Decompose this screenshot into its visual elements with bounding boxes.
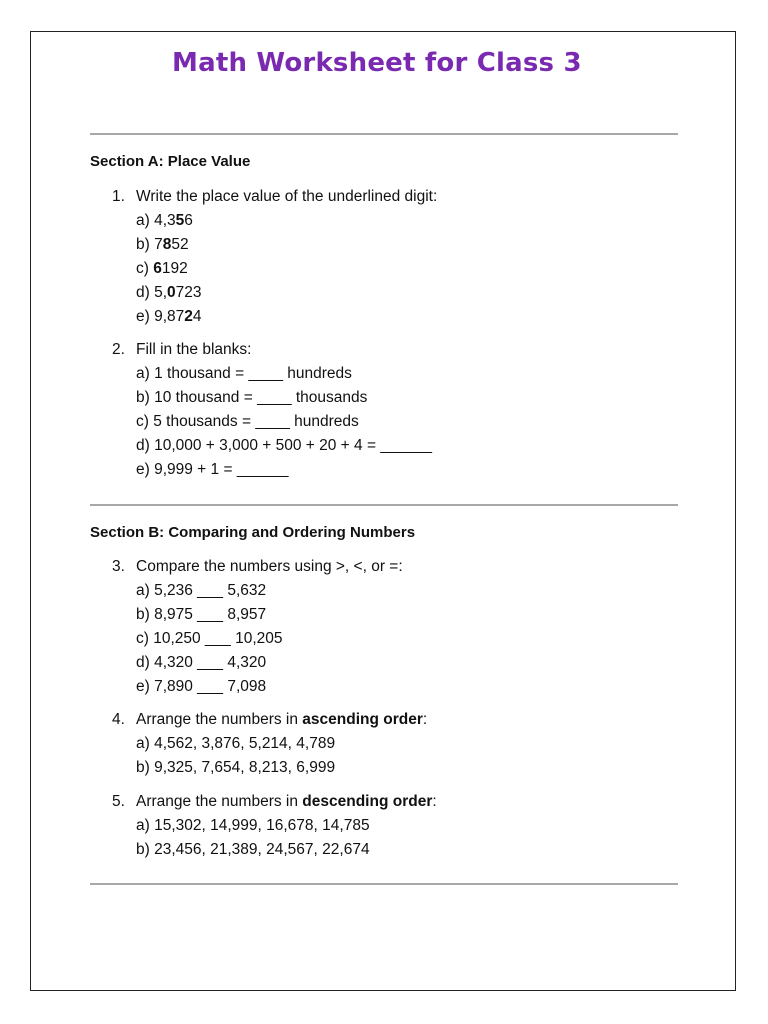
list-item: b) 10 thousand = ____ thousands [136,389,368,406]
list-item: d) 10,000 + 3,000 + 500 + 20 + 4 = ______ [136,437,433,454]
list-item: c) 5 thousands = ____ hundreds [136,413,359,430]
answer-items [136,579,403,699]
answer-items [136,362,432,482]
question-number: 1. [112,188,125,205]
section-heading: Section A: Place Value [90,153,251,170]
list-item: d) 4,320 ___ 4,320 [136,654,267,671]
question-number: 2. [112,341,125,358]
question-3 [112,555,403,699]
answer-items [136,732,427,780]
section-heading: Section B: Comparing and Ordering Numbers [90,524,416,541]
question-line [112,185,437,209]
question-text: Arrange the numbers in ascending order: [136,711,428,728]
question-4 [112,708,427,780]
question-number: 5. [112,793,125,810]
question-line [112,790,437,814]
list-item: b) 8,975 ___ 8,957 [136,606,267,623]
question-line [112,338,432,362]
question-2 [112,338,432,482]
answer-items [136,814,437,862]
question-text: Write the place value of the underlined digit: [136,188,438,205]
question-line [112,708,427,732]
list-item: c) 10,250 ___ 10,205 [136,630,283,647]
answer-items [136,209,437,329]
question-1 [112,185,437,329]
question-text: Fill in the blanks: [136,341,252,358]
question-number: 4. [112,711,125,728]
question-number: 3. [112,558,125,575]
divider [90,504,678,506]
question-text: Arrange the numbers in descending order: [136,793,437,810]
list-item: e) 9,999 + 1 = ______ [136,461,289,478]
list-item: a) 4,356 [136,212,193,229]
divider [90,133,678,135]
worksheet-title: Math Worksheet for Class 3 [172,48,582,78]
question-text: Compare the numbers using >, <, or =: [136,558,403,575]
list-item: b) 7852 [136,236,189,253]
list-item: b) 23,456, 21,389, 24,567, 22,674 [136,841,370,858]
list-item: a) 1 thousand = ____ hundreds [136,365,352,382]
list-item: c) 6192 [136,260,188,277]
divider [90,883,678,885]
list-item: a) 15,302, 14,999, 16,678, 14,785 [136,817,370,834]
list-item: b) 9,325, 7,654, 8,213, 6,999 [136,759,336,776]
list-item: e) 7,890 ___ 7,098 [136,678,267,695]
list-item: a) 4,562, 3,876, 5,214, 4,789 [136,735,336,752]
list-item: d) 5,0723 [136,284,202,301]
question-5 [112,790,437,862]
list-item: e) 9,8724 [136,308,202,325]
question-line [112,555,403,579]
list-item: a) 5,236 ___ 5,632 [136,582,267,599]
